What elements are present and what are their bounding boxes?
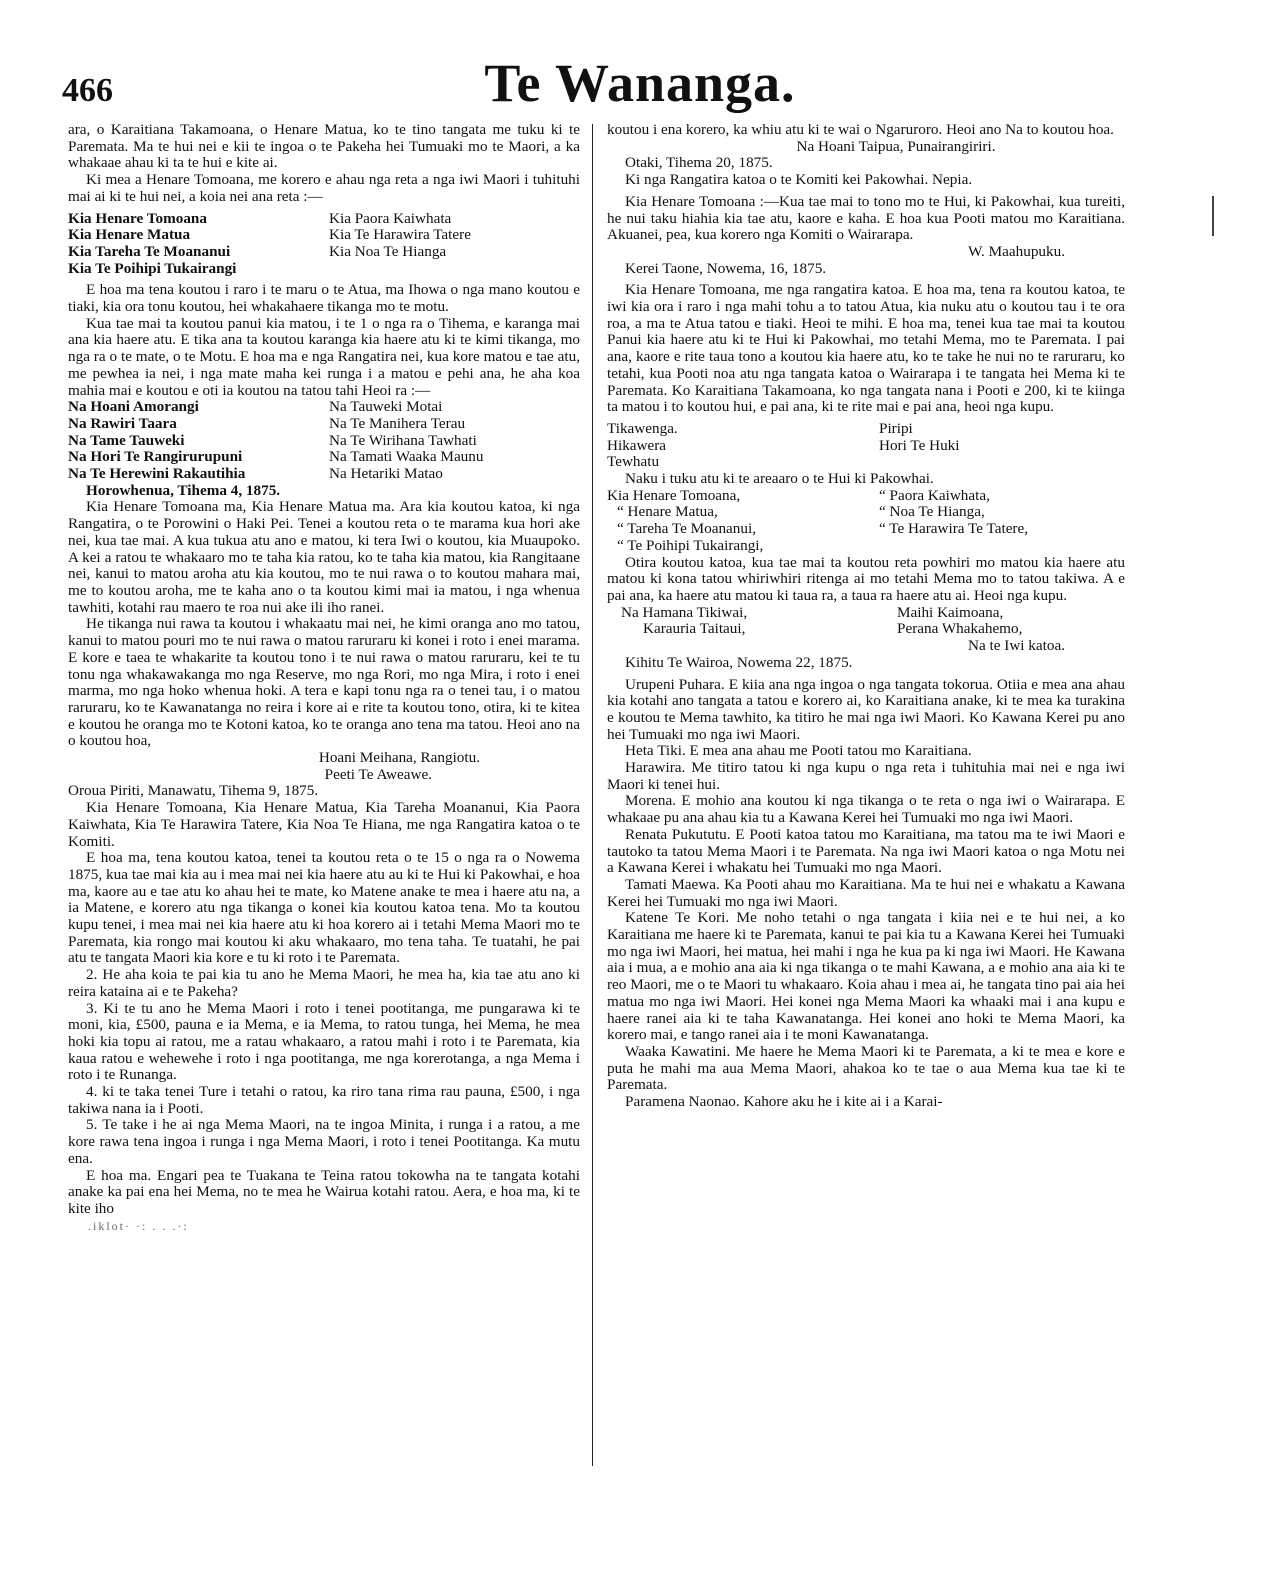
paragraph: Kia Henare Tomoana ma, Kia Henare Matua ma. Ara kia koutou katoa, ki nga Rangatira, o te Porowini o Haki Pei. Tenei a koutou reta o te marama kua hori ake nei, kua tae mai. A kua tukua atu ano e matou, ki tera Iwi o koutou, kia Muaupoko. A kei a ratou te whakaaro mo te taha kia ratou, ko te taha kia matou, kia Rangitaane nei, kanui to matou aroha atu kia koutou, mo te nui rawa o to koutou mahara mai, me to koutou aroha, me te kaha ano o ta koutou kimi mai ia matou, i nga whenua tawhiti, kotahi rau maero te roa nui ake ili iho ranei.	[68, 498, 580, 616]
list-item: Kia Te Poihipi Tukairangi	[68, 259, 237, 277]
list-item: Na Te Wirihana Tawhati	[329, 431, 477, 449]
dateline: Oroua Piriti, Manawatu, Tihema 9, 1875.	[68, 782, 319, 800]
list-item: Na Tamati Waaka Maunu	[329, 448, 484, 466]
paragraph: Ki mea a Henare Tomoana, me korero e ahau nga reta a nga iwi Maori i tuhituhi mai ai ki te hui nei, a koia nei ana reta :—	[68, 171, 580, 205]
list-item: “ Noa Te Hianga,	[879, 503, 985, 521]
list-item: Tikawenga.	[607, 419, 678, 437]
paragraph: 3. Ki te tu ano he Mema Maori i roto i tenei pootitanga, me pungarawa ki te moni, kia, £500, pauna e ia Mema, e ia Mema, to ratou tunga, hei Mema, he mea hoki kia topu ai ratou, me a ratau whakaaro, a ratou mahi i roto i te Paremata, kia kaua ratou e wehewehe i roto i nga pootitanga, me nga korerotanga, a nga Mema i roto i te Runanga.	[68, 999, 580, 1084]
list-item: Hikawera	[607, 436, 667, 454]
paragraph: E hoa ma, tena koutou katoa, tenei ta koutou reta o te 15 o nga ra o Nowema 1875, kua tae mai kia au i mea mai nei kia haere atu au ki te Hui ki Pakowhai, e hoa ma, kaore au e tae atu ko ahau hei te mate, ko Matene anake te mea i haere atu na, a ia Matene, e korero atu nga tikanga o konei kia koutou katoa tena. Mo ta koutou kupu tenei, i mea mai nei kia haere atu ki hoa korero ai i tetahi Mema Maori mo te Paremata, kia rongo mai koutou ki aku whakaaro, mo tena taha. Te tuatahi, he pai atu te tangata Maori kia kore e tu ki roto i te Paremata.	[68, 849, 580, 967]
list-item: “ Henare Matua,	[617, 503, 718, 521]
paragraph: Waaka Kawatini. Me haere he Mema Maori ki te Paremata, a ki te mea e kore e puta he mahi ma aua Mema Maori, ahakoa ko te tae o aua Mema kua tae ki te Paremata.	[607, 1042, 1125, 1094]
paragraph: He tikanga nui rawa ta koutou i whakaatu mai nei, he kimi oranga ano mo tatou, kanui to matou pouri mo te nui rawa o matou raruraru ki konei i roto i enei marama. E kore e taea te whakarite ta koutou tono i te nui rawa o matou raruraru, kei te tu tonu nga whakawakanga mo nga Reserve, mo nga Rori, mo nga Mira, i roto i enei marma, mo nga hoko whenua hoki. A tera e kapi tonu nga ra o tenei tau, i o matou raruraru, ko te Kawanatanga no reira i kore ai e rite ta koutou tono, otira, ki te kitea e koutou he oranga mo te Kotoni katoa, ko te oranga ano tena ma tatou. Heoi ano na o koutou hoa,	[68, 615, 580, 750]
paragraph: Ki nga Rangatira katoa o te Komiti kei Pakowhai. Nepia.	[625, 171, 973, 189]
dateline: Kihitu Te Wairoa, Nowema 22, 1875.	[625, 653, 853, 671]
paragraph: Urupeni Puhara. E kiia ana nga ingoa o nga tangata tokorua. Otiia e mea ana ahau kia kotahi ano tangata a tatou e korero ai, ko Karaitiana anake, ki te mea ka turakina e koutou te Mema tawhito, ka titiro he mai nga iwi Maori. Ko Kawana Kerei pu ano hei Tumuaki mo nga iwi Maori.	[607, 675, 1125, 743]
margin-mark	[1212, 196, 1214, 236]
dateline: Otaki, Tihema 20, 1875.	[625, 154, 773, 172]
list-item: “ Te Poihipi Tukairangi,	[617, 536, 764, 554]
list-item: Kia Henare Tomoana	[68, 209, 207, 227]
list-item: Kia Henare Tomoana,	[607, 486, 741, 504]
list-item: Na Te Herewini Rakautihia	[68, 465, 246, 483]
dateline: Kerei Taone, Nowema, 16, 1875.	[625, 259, 827, 277]
paragraph: Tamati Maewa. Ka Pooti ahau mo Karaitiana. Ma te hui nei e whakatu a Kawana Kerei hei Tumuaki mo nga iwi Maori.	[607, 875, 1125, 910]
paragraph: E hoa ma tena koutou i raro i te maru o te Atua, ma Ihowa o nga mano koutou e tiaki, kia ora tonu koutou, hei whakahaere tikanga mo te motu.	[68, 281, 580, 316]
paragraph: Kia Henare Tomoana :—Kua tae mai to tono mo te Hui, ki Pakowhai, kua tureiti, he nui taku hiahia kia tae atu, kaore e kaha. E hoa kua Pooti matou mo Karaitiana. Akuanei, pea, kua korero nga Komiti o Wairarapa.	[607, 192, 1125, 244]
paragraph: 5. Te take i he ai nga Mema Maori, na te ingoa Minita, i runga i a ratou, a me kore rawa tena ingoa i runga i nga Mema Maori, i roto i tenei Pootitanga. Ka mutu ena.	[68, 1116, 580, 1167]
list-item: Piripi	[879, 419, 913, 437]
right-column	[607, 122, 1125, 1111]
list-item: Na Hetariki Matao	[329, 465, 443, 483]
list-item: Karauria Taitaui,	[643, 620, 746, 638]
left-column	[68, 122, 580, 1234]
paragraph: Otira koutou katoa, kua tae mai ta koutou reta powhiri mo matou kia haere atu matou ki kona tatou whiriwhiri ritenga ai mo tetahi Mema mo to tatou takiwa. A e pai ana, ka haere atu matou ki taua ra, a taua ra haere atu ai. Heoi nga kupu.	[607, 553, 1125, 604]
paragraph: Kia Henare Tomoana, Kia Henare Matua, Kia Tareha Moananui, Kia Paora Kaiwhata, Kia Te Harawira Tatere, Kia Noa Te Hiana, me nga Rangatira katoa o te Komiti.	[68, 799, 580, 850]
list-item: “ Paora Kaiwhata,	[879, 486, 990, 504]
list-item: Na Tame Tauweki	[68, 431, 185, 449]
paragraph: Renata Pukututu. E Pooti katoa tatou mo Karaitiana, ma tatou ma te iwi Maori e tautoko ta tatou Mema Maori i te Paremata. Na nga iwi Maori katoa o nga Motu nei a Kawana Kerei i whakatu hei Tumuaki mo nga Maori.	[607, 825, 1125, 877]
list-item: Tewhatu	[607, 453, 660, 471]
dateline: Horowhenua, Tihema 4, 1875.	[86, 481, 281, 499]
list-item: Maihi Kaimoana,	[897, 603, 1004, 621]
list-item: “ Te Harawira Te Tatere,	[879, 520, 1029, 538]
signature: W. Maahupuku.	[968, 242, 1065, 260]
paragraph: 4. ki te taka tenei Ture i tetahi o ratou, ka riro tana rima rau pauna, £500, i nga takiwa nana ia i Pooti.	[68, 1083, 580, 1117]
paragraph: Morena. E mohio ana koutou ki nga tikanga o te reta o nga iwi o Wairarapa. E whakaae pu ana ahau kia tu a Kawana Kerei hei Tumuaki mo nga iwi Maori.	[607, 792, 1125, 827]
signatory-list	[68, 399, 580, 483]
list-item: Kia Paora Kaiwhata	[329, 209, 452, 227]
paragraph: 2. He aha koia te pai kia tu ano he Mema Maori, he mea ha, kia tae atu ano ki reira kataina ai e te Pakeha?	[68, 966, 580, 1000]
list-item: Na Hoani Amorangi	[68, 398, 199, 416]
list-item: Hori Te Huki	[879, 436, 960, 454]
list-item: Kia Te Harawira Tatere	[329, 226, 471, 244]
list-item: Na Hori Te Rangirurupuni	[68, 448, 243, 466]
paragraph: E hoa ma. Engari pea te Tuakana te Teina ratou tokowha na te tangata kotahi anake ka pai ena hei Mema, no te mea he Wairua kotahi ratou. Aera, e hoa ma, ki te kite iho	[68, 1166, 580, 1217]
paragraph: Harawira. Me titiro tatou ki nga kupu o nga reta i tuhituhia mai nei e nga iwi Maori ki tenei hui.	[607, 759, 1125, 793]
list-item: Perana Whakahemo,	[897, 620, 1023, 638]
paragraph: Naku i tuku atu ki te areaaro o te Hui ki Pakowhai.	[625, 470, 934, 488]
list-item: “ Tareha Te Moananui,	[617, 520, 757, 538]
addressee-list	[607, 488, 1125, 555]
list-item: Na Tauweki Motai	[329, 398, 443, 416]
addressee-list	[68, 211, 580, 278]
signatory-list	[607, 605, 1125, 638]
list-item: Kia Henare Matua	[68, 226, 191, 244]
list-item: Kia Noa Te Hianga	[329, 242, 447, 260]
list-item: Na Te Manihera Terau	[329, 414, 466, 432]
paragraph: Paramena Naonao. Kahore aku he i kite ai i a Karai-	[625, 1093, 943, 1111]
print-artifact: .iklot· ·: . . .·:	[88, 1218, 189, 1233]
paragraph: Katene Te Kori. Me noho tetahi o nga tangata i kiia nei e te hui nei, a ko Karaitiana me haere ki te Paremata, kanui te pai kia tu a Kawana Kerei hei Tumuaki mo nga iwi Maori, hei matua, hei mahi i nga he kua pa ki nga iwi Maori. He Kawana aia i mua, a e mohio ana aia ki nga tikanga o te mahi Kawana, a e mohio ana aia ki te reo Maori, me o te Maori tu whakaaro. Koia ahau i mea ai, he tangata tino pai aia hei matua mo nga iwi Maori. Hei konei nga Mema Maori ka whaaki mai i ana kupu e haere ranei aia ki te taha Kawanatanga. Hei konei ano hoki te Mema Maori, ka korero mai, e tango ranei aia i te moni Kawanatanga.	[607, 909, 1125, 1044]
paragraph: Kua tae mai ta koutou panui kia matou, i te 1 o nga ra o Tihema, e karanga mai ana kia haere atu. E tika ana ta koutou karanga kia haere atu ki te kimi tikanga, mo nga ra o te mate, o te Motu. E hoa ma e nga Rangatira nei, kua kore matou e tae atu, me pewhea ia nei, i nga mate maha kei runga i a matou e pehi ana, he aha koa mahia mai e koutou e oti ia koutou na tatou tahi Heoi ra :—	[68, 314, 580, 399]
signature: Hoani Meihana, Rangiotu.	[318, 749, 480, 767]
paragraph: Heta Tiki. E mea ana ahau me Pooti tatou mo Karaitiana.	[625, 742, 972, 760]
column-divider	[592, 124, 593, 1466]
paragraph: koutou i ena korero, ka whiu atu ki te wai o Ngaruroro. Heoi ano Na to koutou hoa.	[607, 121, 1114, 138]
page-number: 466	[62, 72, 113, 109]
paragraph: Kia Henare Tomoana, me nga rangatira katoa. E hoa ma, tena ra koutou katoa, te iwi kia ora i raro i nga mahi tohu a to tatou Atua, kia nuku atu o koutou tau i te ora roa, a ma te Atua tatou e tiaki. Heoi te mihi. E hoa ma, tenei kua tae mai ta koutou Panui kia haere atu ki te Hui ki Pakowhai, mo tetahi Mema, mo te Paremata. I pai ana, kaore e rite taua tono a koutou kia haere atu, ko te take he nui no te raruraru, ko tetahi, kua Pooti noa atu nga tangata katoa o Wairarapa i te tangata hei Mema ki te Paremata. Ko Karaitiana Takamoana, ko nga tangata nana i Pooti e 200, ki te kiinga ta matou i to koutou hui, e pai ana, ki te rite mai e pai ana, heoi nga kupu.	[607, 281, 1125, 416]
paragraph: ara, o Karaitiana Takamoana, o Henare Matua, ko te tino tangata me tuku ki te Paremata. Ma te hui nei e kii te ingoa o te Pakeha hei Tumuaki mo te Maori, a ka whakaae ahau ki ta te hui e kite ai.	[68, 121, 580, 172]
signatory-list	[607, 421, 1125, 471]
list-item: Kia Tareha Te Moananui	[68, 242, 231, 260]
signature: Na Hoani Taipua, Punairangiriri.	[796, 137, 996, 155]
list-item: Na Rawiri Taara	[68, 414, 177, 432]
signature: Peeti Te Aweawe.	[324, 765, 432, 783]
masthead-title: Te Wananga.	[484, 53, 796, 113]
list-item: Na Hamana Tikiwai,	[621, 603, 748, 621]
signature: Na te Iwi katoa.	[968, 637, 1065, 655]
